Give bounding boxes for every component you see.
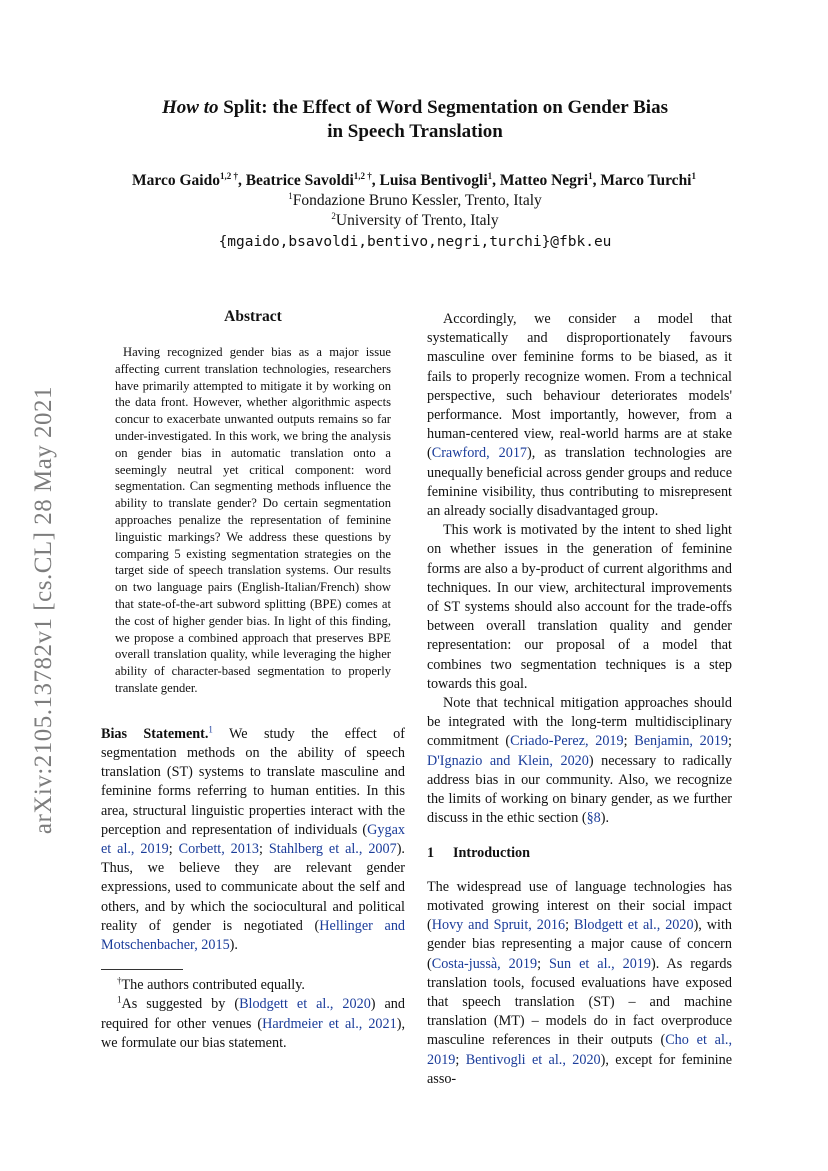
title-line2: in Speech Translation [327,121,503,142]
abstract-heading: Abstract [224,308,282,325]
citation-link[interactable]: Corbett, 2013 [178,840,260,857]
title-line1: Split: the Effect of Word Segmentation on Gender Bias [218,97,668,118]
paragraph: This work is motivated by the intent to shed light on whether issues in the generation of feminine forms are also a by-product of current algorithms and techniques. In our view, architectural improvements of ST systems should also account for the trade-offs between overall translation quality and gender representation: our proposal of a model that combines two segmentation techniques is a step towards this goal. [427,522,732,692]
citation-link[interactable]: Stahlberg et al., 2007 [268,840,397,857]
paper-title [110,96,720,144]
footnote-rule [101,969,183,970]
bias-statement-label: Bias Statement. [101,725,209,742]
paragraph: Note that technical mitigation approaches should be integrated with the long-term multidisciplinary commitment (Criado-Perez, 2019; Benjamin, 2019; D'Ignazio and Klein, 2020) necessary to radically address bias in our community. Also, we recognize the limits of working on binary gender, as we further discuss in the ethic section (§8). [427,695,732,827]
author: Marco Turchi [600,172,692,189]
citation-link[interactable]: Criado-Perez, 2019 [510,733,624,750]
affiliation: $^2$University of Trento, Italy [331,210,499,229]
citation-link[interactable]: Gygax et al., 2019 [101,821,405,857]
citation-link[interactable]: Hellinger and Motschenbacher, 2015 [101,917,406,953]
citation-link[interactable]: Hardmeier et al., 2021 [262,1015,397,1032]
author: Luisa Bentivogli [379,172,488,189]
author: Marco Gaido [132,172,220,189]
citation-link[interactable]: Costa-jussà, 2019 [431,955,538,972]
author: Beatrice Savoldi [245,172,354,189]
section-heading-introduction: 1 Introduction [427,845,530,862]
section-link[interactable]: §8 [586,810,601,827]
paragraph: The widespread use of language technologies has motivated growing interest on their social impact (Hovy and Spruit, 2016; Blodgett et al., 2020), with gender bias representing a major cause of concern (Costa-jussà, 2019; Sun et al., 2019). As regards translation tools, focused evaluations have exposed that speech translation (ST) – and machine translation (MT) – models do in fact overproduce masculine references in their outputs (Cho et al., 2019; Bentivogli et al., 2020), except for feminine asso- [427,878,732,1087]
paragraph: Accordingly, we consider a model that systematically and disproportionately favours masculine over feminine forms to be biased, as it fails to properly recognize women. From a technical perspective, such behaviour deteriorates models' performance. Most importantly, however, from a human-centered view, real-world harms are at stake (Crawford, 2017), as translation technologies are unequally beneficial across gender groups and reduce feminine visibility, thus contributing to misrepresent an already socially disadvantaged group. [427,311,732,520]
author-emails: {mgaido,bsavoldi,bentivo,negri,turchi}@fbk.eu [218,234,612,250]
affiliation: $^1$Fondazione Bruno Kessler, Trento, Italy [288,190,542,209]
citation-link[interactable]: Blodgett et al., 2020 [239,996,371,1013]
arxiv-id: arXiv:2105.13782v1 [cs.CL] 28 May 2021 [30,385,57,835]
bias-statement: Bias Statement.$^1$ We study the effect of segmentation methods on the ability of speech translation (ST) systems to translate masculine and feminine forms referring to human entities. In this area, structural linguistic properties interact with the perception and representation of individuals (Gygax et al., 2019; Corbett, 2013; Stahlberg et al., 2007). Thus, we believe they are relevant gender expressions, used to communicate about the self and others, and by which the sociocultural and political reality of gender is negotiated (Hellinger and Motschenbacher, 2015). [101,724,406,953]
author-list: Marco Gaido$^{1,2 \dagger}$, Beatrice Savoldi$^{1,2 \dagger}$, Luisa Bentivogli$^1$, Matteo Negri$^1$, Marco Turchi$^1$ [132,170,696,189]
citation-link[interactable]: Crawford, 2017 [431,445,528,462]
footnote-equal-contribution: †The authors contributed equally. [117,975,305,994]
citation-link[interactable]: Blodgett et al., 2020 [574,917,694,934]
citation-link[interactable]: Bentivogli et al., 2020 [465,1051,601,1068]
title-italic: How to [162,97,219,118]
citation-link[interactable]: Hovy and Spruit, 2016 [431,917,566,934]
left-column [101,308,405,1053]
author: Matteo Negri [499,172,589,189]
arxiv-sidebar-stamp [24,360,64,860]
citation-link[interactable]: Cho et al., 2019 [427,1032,732,1068]
citation-link[interactable]: Benjamin, 2019 [634,733,729,750]
citation-link[interactable]: D'Ignazio and Klein, 2020 [427,752,589,769]
right-column [427,310,732,1089]
citation-link[interactable]: Sun et al., 2019 [549,955,651,972]
footnote-bias-statement: $^1$As suggested by (Blodgett et al., 2020) and required for other venues (Hardmeier et al., 2021), we formulate our bias statement. [101,994,405,1051]
abstract-text: Having recognized gender bias as a major issue affecting current translation technologies, researchers have primarily attempted to mitigate it by working on the data front. However, whether algorithmic aspects concur to exacerbate unwanted outputs remains so far under-investigated. In this work, we bring the analysis on gender bias in automatic translation onto a seemingly neutral yet critical component: word segmentation. Can segmenting methods influence the ability to translate gender? Do certain segmentation approaches penalize the representation of feminine linguistic markings? We address these questions by comparing 5 existing segmentation strategies on the target side of speech translation systems. Our results on two language pairs (English-Italian/French) show that state-of-the-art subword splitting (BPE) comes at the cost of higher gender bias. In light of this finding, we propose a combined approach that preserves BPE overall translation quality, while leveraging the higher ability of character-based segmentation to properly translate gender. [115,345,391,695]
